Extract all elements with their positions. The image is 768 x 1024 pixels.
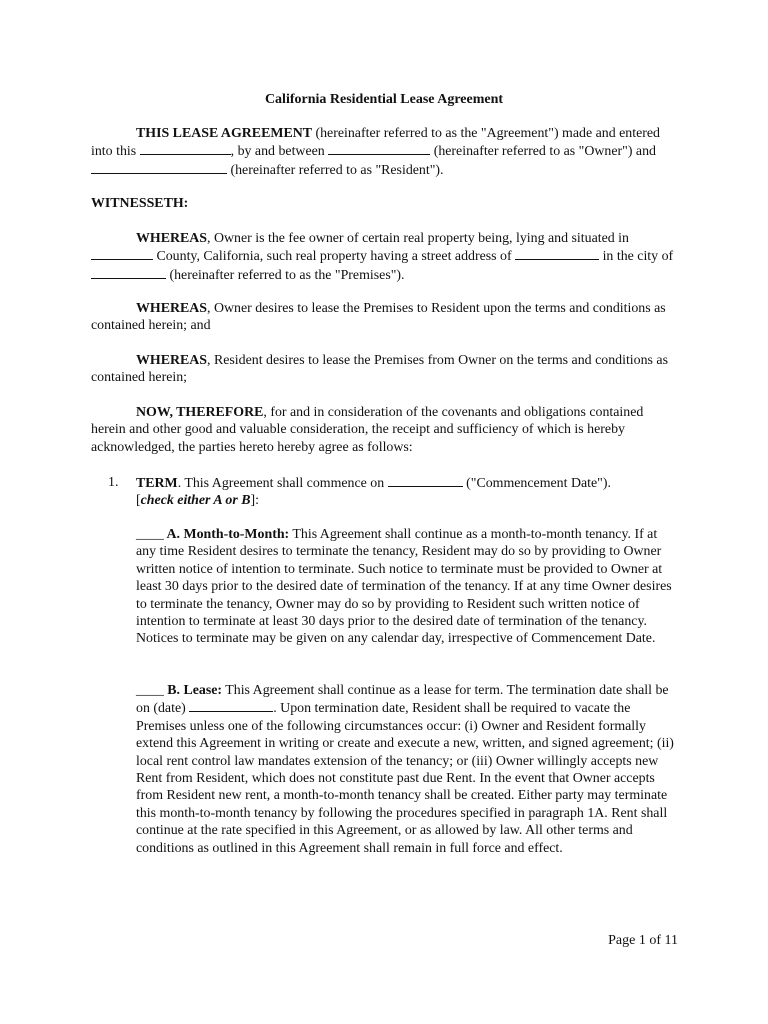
- term-text-2: ("Commencement Date").: [462, 476, 611, 491]
- term-text-1: . This Agreement shall commence on: [177, 476, 388, 491]
- whereas-1-text-4: (hereinafter referred to as the "Premises").: [166, 267, 405, 283]
- option-a-check-blank: ____: [136, 527, 164, 542]
- now-therefore-paragraph: [91, 404, 681, 456]
- page-number: Page 1 of 11: [608, 933, 678, 948]
- option-b-text-1: This Agreement shall continue as a lease for term. The termination date shall be on (date): [136, 683, 669, 717]
- bracket-open: [: [136, 493, 141, 509]
- county-blank: [91, 247, 153, 260]
- whereas-paragraph-2: [91, 300, 681, 335]
- owner-name-blank: [328, 142, 430, 155]
- intro-text-1: (hereinafter referred to as the "Agreement") made and entered into this: [91, 126, 660, 160]
- commencement-date-blank: [388, 474, 463, 487]
- termination-date-blank: [189, 699, 273, 712]
- intro-paragraph: [91, 125, 681, 179]
- whereas-1-text-3: in the city of: [599, 249, 674, 265]
- option-b-paragraph: [136, 682, 676, 857]
- section-term-body: [136, 474, 676, 510]
- city-blank: [91, 266, 166, 279]
- now-therefore-lead: NOW, THEREFORE: [136, 405, 264, 420]
- resident-name-blank: [91, 161, 227, 174]
- whereas-lead-2: WHEREAS: [136, 301, 208, 316]
- intro-lead: THIS LEASE AGREEMENT: [136, 126, 312, 141]
- section-number: 1.: [108, 475, 119, 490]
- section-term: [108, 474, 678, 510]
- witnesseth-heading: WITNESSETH:: [91, 196, 189, 211]
- term-lead: TERM: [136, 476, 178, 491]
- date-blank: [140, 142, 231, 155]
- check-instruction: check either A or B: [140, 493, 251, 509]
- option-a-paragraph: [136, 526, 676, 648]
- intro-text-4: (hereinafter referred to as "Resident").: [227, 162, 444, 178]
- option-a-text: This Agreement shall continue as a month-to-month tenancy. If at any time Resident desires to terminate the tenancy, Resident may do so by providing to Owner written notice of intention to terminate. Such notice to terminate must be provided to Owner at least 30 days prior to the desired date of termination of the tenancy. If at any time Owner desires to terminate the tenancy, Owner may do so by providing to Resident such written notice of intention to terminate at least 30 days prior to the desired date of termination of the tenancy. Notices to terminate may be given on any calendar day, irrespective of Commencement Date.: [136, 527, 672, 647]
- option-a-lead: A. Month-to-Month:: [163, 527, 290, 542]
- whereas-paragraph-1: [91, 230, 681, 284]
- now-therefore-text: , for and in consideration of the covenants and obligations contained herein and other good and valuable consideration, the receipt and sufficiency of which is hereby acknowledged, the parties hereto hereby agree as follows:: [91, 405, 644, 455]
- document-title: California Residential Lease Agreement: [264, 92, 504, 107]
- option-b-check-blank: ____: [136, 683, 164, 698]
- whereas-paragraph-3: [91, 352, 681, 387]
- whereas-1-text-1: , Owner is the fee owner of certain real property being, lying and situated in: [207, 231, 629, 246]
- whereas-1-text-2: County, California, such real property having a street address of: [153, 249, 516, 265]
- option-b-text-2: . Upon termination date, Resident shall be required to vacate the Premises unless one of the following circumstances occur: (i) Owner and Resident formally extend this Agreement in writing or create and execute a new, written, and signed agreement; (ii) local rent control law mandates extension of the tenancy; or (iii) Owner willingly accepts new Rent from Resident, which does not constitute past due Rent. In the event that Owner accepts from Resident new rent, a month-to-month tenancy shall be created. Either party may terminate this month-to-month tenancy by following the procedures specified in paragraph 1A. Rent shall continue at the rate specified in this Agreement, or as allowed by law. All other terms and conditions as outlined in this Agreement shall remain in full force and effect.: [136, 701, 674, 856]
- whereas-lead-3: WHEREAS: [136, 353, 208, 368]
- whereas-lead-1: WHEREAS: [136, 231, 208, 246]
- intro-text-3: (hereinafter referred to as "Owner") and: [430, 144, 656, 160]
- bracket-close: ]:: [250, 493, 259, 509]
- option-b-lead: B. Lease:: [163, 683, 223, 698]
- whereas-3-text: , Resident desires to lease the Premises from Owner on the terms and conditions as contained herein;: [91, 353, 669, 386]
- whereas-2-text: , Owner desires to lease the Premises to Resident upon the terms and conditions as contained herein; and: [91, 301, 666, 334]
- street-address-blank: [515, 247, 599, 260]
- intro-text-2: , by and between: [230, 144, 329, 160]
